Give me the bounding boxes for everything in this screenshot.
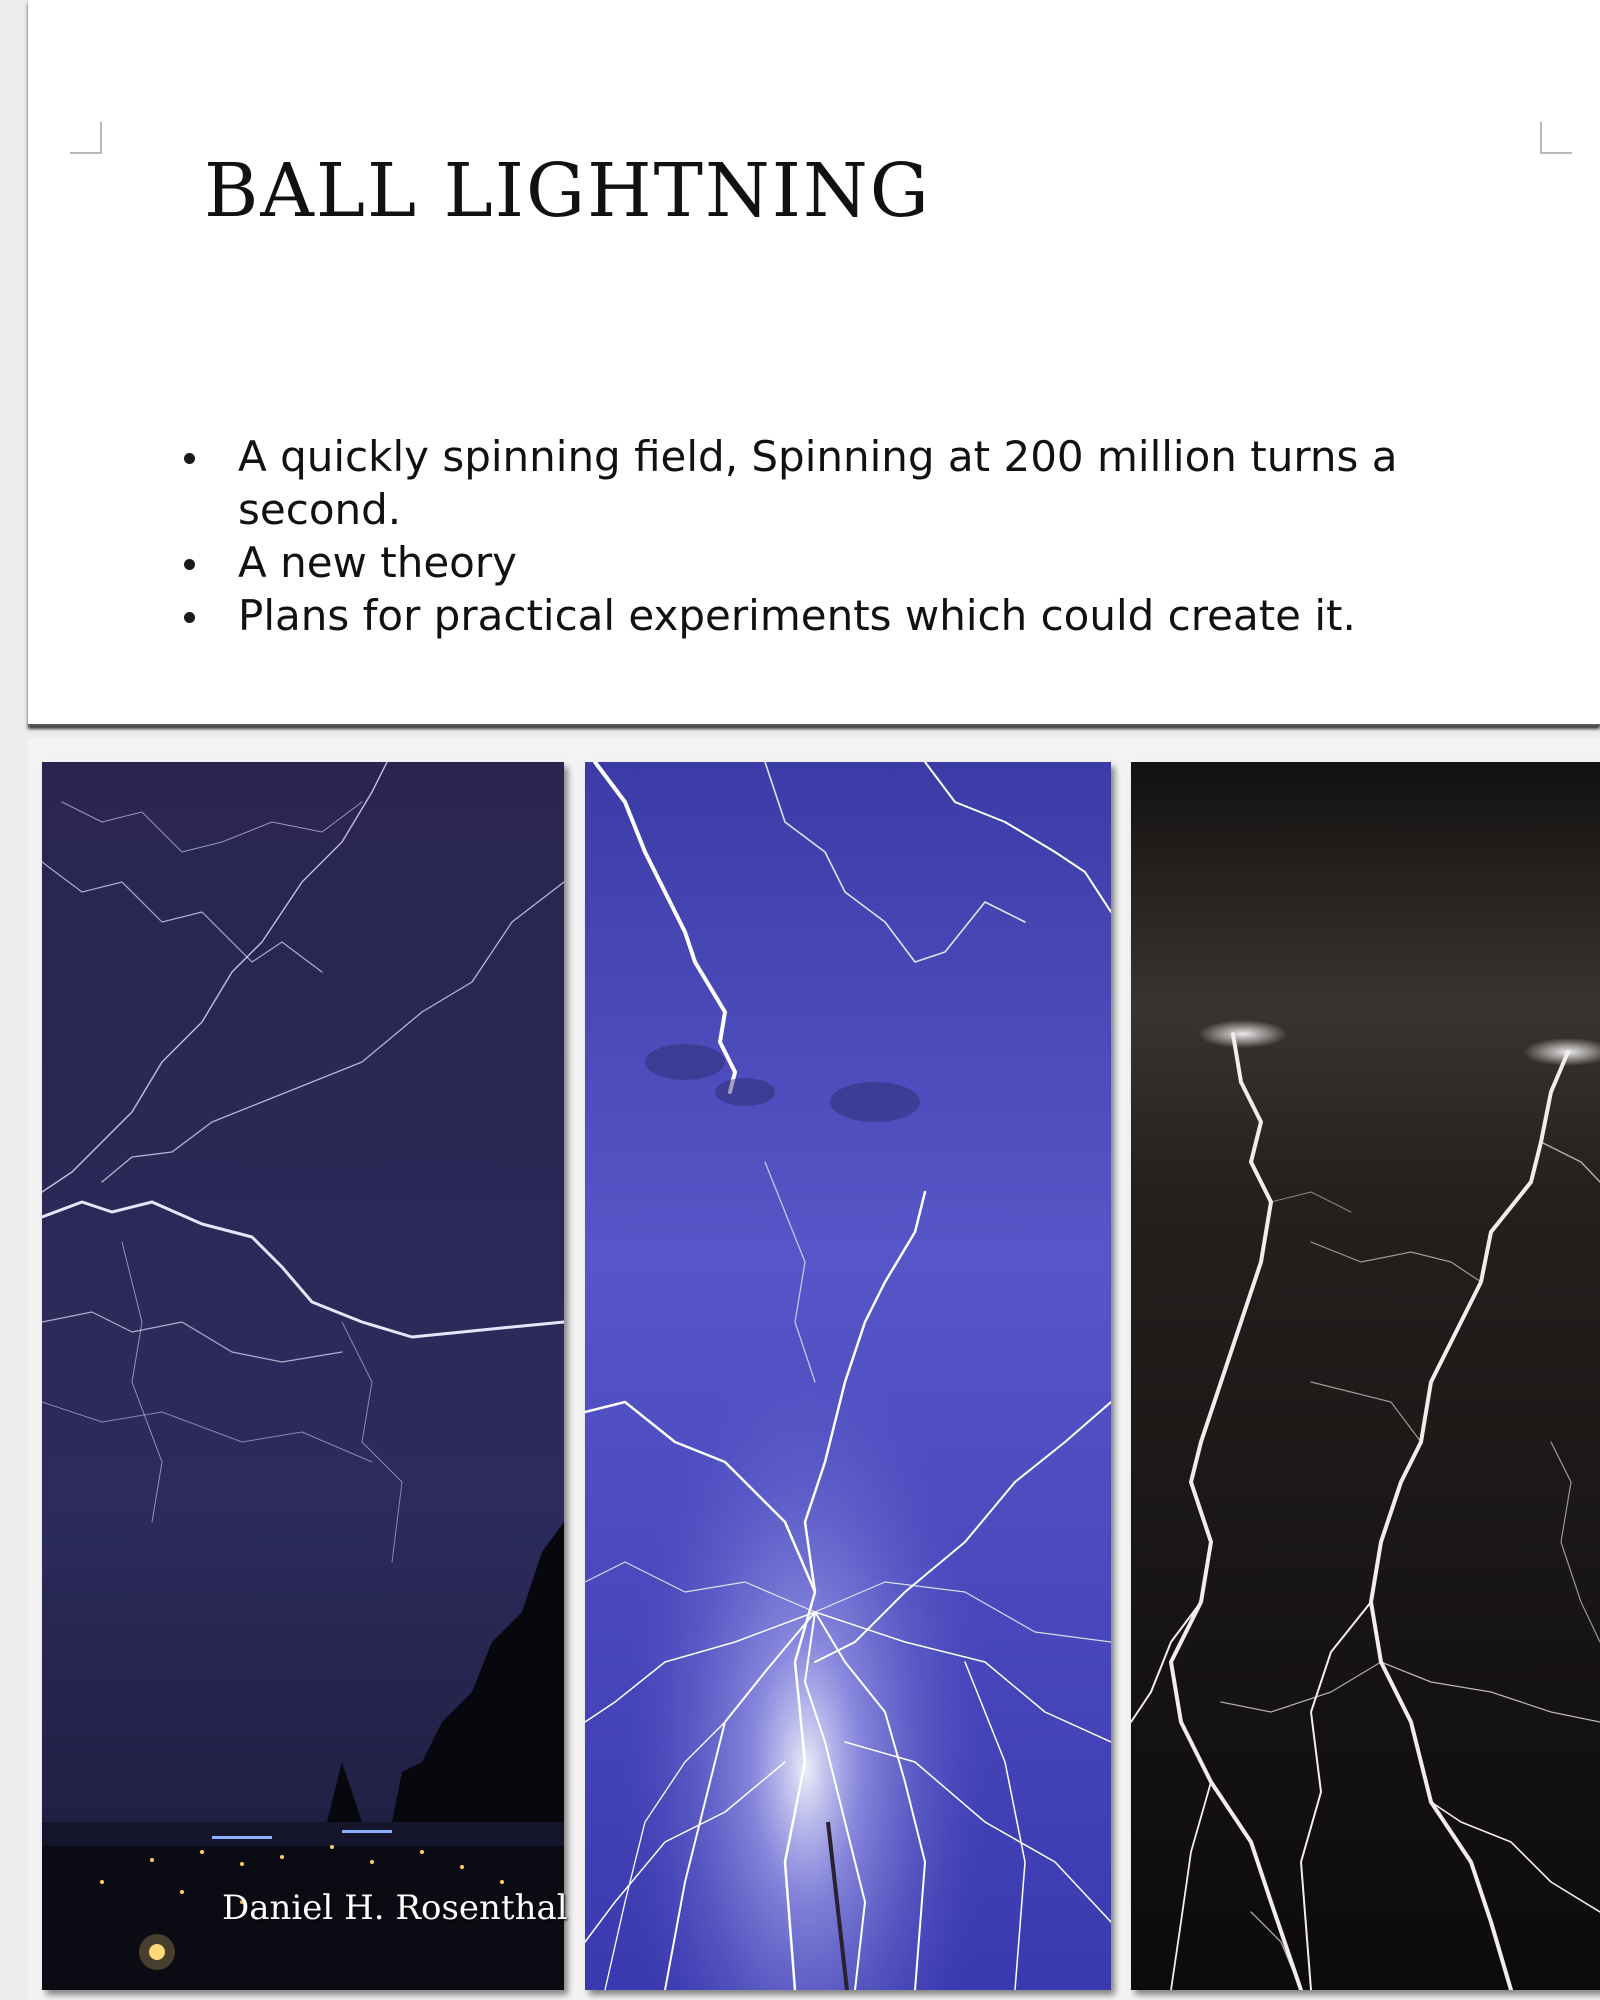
bullet-dot-icon [184,559,195,570]
bullet-dot-icon [184,612,195,623]
lightning-photo-dark-sky [1131,762,1600,1990]
margin-corner-mark-right [1540,122,1572,154]
lightning-photo-1-svg [42,762,564,1990]
lightning-photo-2-svg [585,762,1111,1990]
bullet-item [150,589,1450,642]
lightning-photo-3-svg [1131,762,1600,1990]
bullet-text: Plans for practical experiments which could create it. [238,591,1356,640]
bullet-text: A new theory [238,538,517,587]
bullet-item [150,536,1450,589]
author-credit: Daniel H. Rosenthal [222,1888,568,1928]
bullet-item [150,430,1450,536]
lightning-photo-blue-storm [585,762,1111,1990]
lightning-photo-night-city [42,762,564,1990]
page-title: BALL LIGHTNING [204,148,931,234]
margin-corner-mark-left [70,122,102,154]
bullet-dot-icon [184,453,195,464]
bullet-text: A quickly spinning field, Spinning at 200 million turns a second. [238,432,1398,534]
bullet-list [150,430,1450,642]
